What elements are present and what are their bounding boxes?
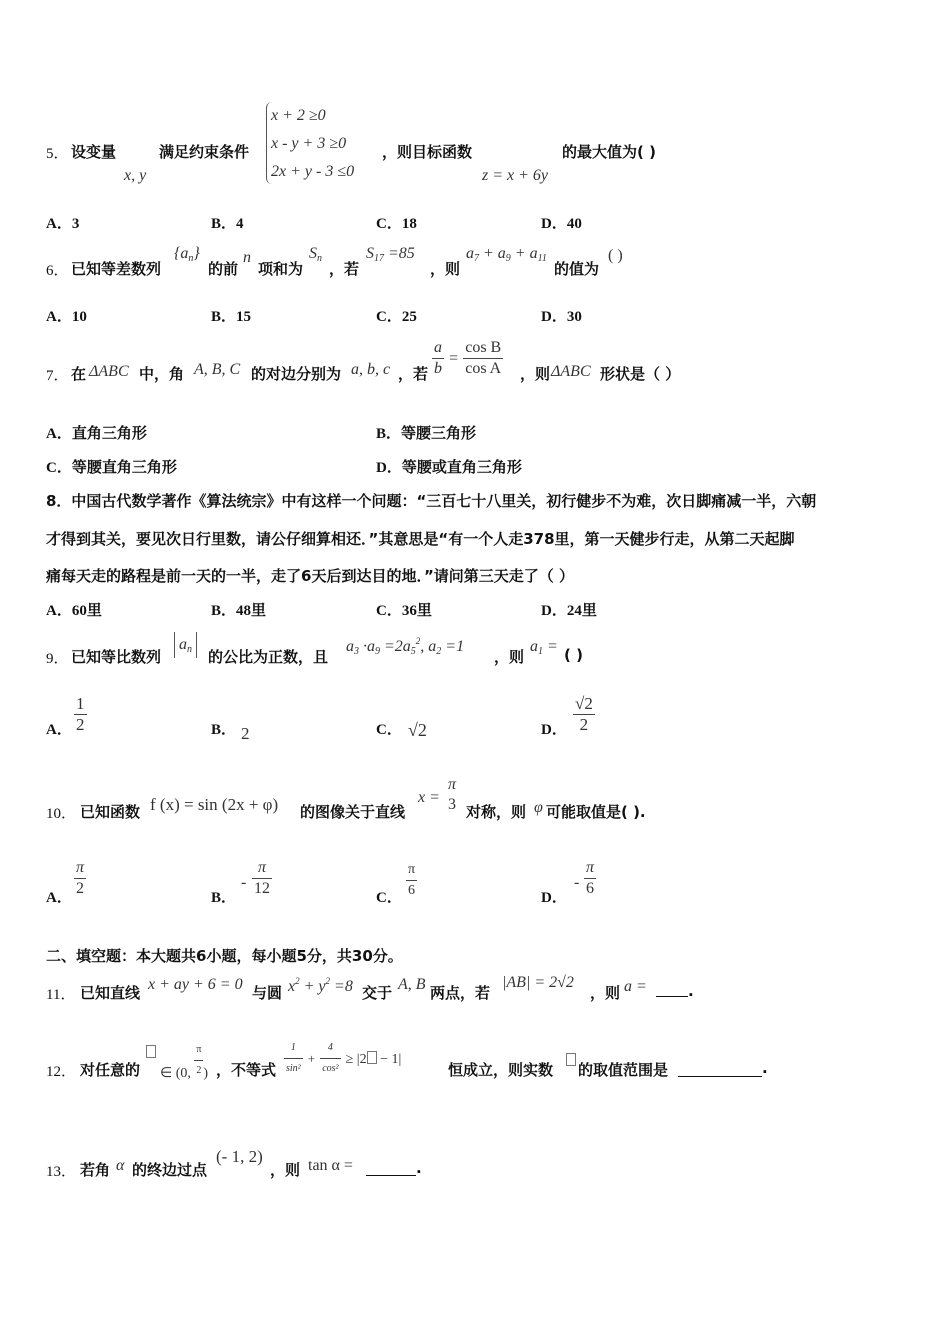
question-text: 对任意的 (80, 1061, 141, 1079)
question-text: 恒成立，则实数 (448, 1061, 554, 1079)
question-text: ，则 (494, 648, 525, 666)
question-text: 的图像关于直线 (300, 803, 406, 821)
question-number: 10． (46, 806, 77, 822)
question-text: ，若 (398, 365, 429, 383)
question-number: 12． (46, 1064, 77, 1080)
option-b-value[interactable]: 2 (241, 724, 250, 743)
question-text: ，若 (329, 260, 360, 278)
triangle: ΔABC (89, 363, 129, 380)
math-vars: x, y (124, 167, 147, 184)
constraint-2: x - y + 3 ≥0 (271, 135, 347, 152)
option-b[interactable]: B．4 (211, 216, 244, 232)
question-text: 的前 (208, 260, 239, 278)
option-b[interactable]: B．等腰三角形 (376, 426, 477, 442)
option-a[interactable]: A．60里 (46, 603, 102, 619)
question-text: 中，角 (139, 365, 185, 383)
option-d-label[interactable]: D． (541, 890, 567, 906)
options-row (46, 858, 906, 908)
option-d-value[interactable]: $\frac{\pi}{6}$ (586, 859, 595, 897)
phi: φ (534, 799, 543, 816)
option-b-label[interactable]: B． (211, 890, 237, 906)
a1: $a_1$ = (530, 638, 558, 657)
question-number: 11． (46, 987, 76, 1003)
options-row (46, 692, 906, 752)
question-text: 设变量 (71, 143, 117, 161)
constraint-system (266, 102, 381, 184)
objective-function: z = x + 6y (482, 167, 549, 184)
option-b-value[interactable]: $\frac{\pi}{12}$ (254, 859, 270, 897)
question-number: 5． (46, 146, 69, 162)
answer-blank[interactable] (656, 996, 688, 997)
option-d-label[interactable]: D． (541, 722, 567, 738)
condition: $a_3 \cdot a_9 =2a_5^2$, $a_2 =1$ (346, 636, 465, 657)
option-b-label[interactable]: B． (211, 722, 237, 738)
option-c[interactable]: C．等腰直角三角形 (46, 460, 177, 476)
answer-paren: ( ) (564, 646, 583, 664)
question-text: 已知等比数列 (71, 648, 162, 666)
option-b[interactable]: B．48里 (211, 603, 267, 619)
question-number: 9． (46, 651, 69, 667)
answer-paren: ( ) (608, 247, 623, 264)
option-a-value[interactable]: $\frac{\pi}{2}$ (76, 859, 85, 897)
question-6 (46, 245, 906, 285)
points: A, B (398, 976, 426, 993)
question-12 (46, 1030, 906, 1080)
constraint-3: 2x + y - 3 ≤0 (271, 163, 355, 180)
question-7 (46, 338, 906, 388)
section-heading: 二、填空题：本大题共6小题，每小题5分，共30分。 (46, 947, 403, 965)
unknown-a: a = (624, 978, 647, 995)
tan-alpha: tan α = (308, 1157, 353, 1174)
question-8-line-1: 8．中国古代数学著作《算法统宗》中有这样一个问题：“三百七十八里关，初行健步不为难，次日脚痛减一半，六朝 (46, 492, 817, 510)
missing-glyph-box (566, 1050, 576, 1069)
option-a-label[interactable]: A． (46, 890, 72, 906)
line-value: π 3 (448, 776, 457, 813)
option-c-value[interactable]: √2 (408, 720, 427, 740)
constraint-1: x + 2 ≥0 (271, 107, 326, 124)
question-text: 若角 (80, 1161, 111, 1179)
option-c[interactable]: C．25 (376, 309, 417, 325)
question-text: 的终边过点 (132, 1161, 208, 1179)
question-text: ，则 (430, 260, 461, 278)
question-number: 13． (46, 1164, 77, 1180)
option-b[interactable]: B．15 (211, 309, 252, 325)
question-number: 7． (46, 368, 69, 384)
triangle: ΔABC (551, 363, 591, 380)
point: (- 1, 2) (216, 1147, 263, 1166)
chord-length: |AB| = 2√2 (502, 974, 574, 991)
option-a-value[interactable]: $\frac{1}{2}$ (76, 694, 85, 734)
option-d[interactable]: D．30 (541, 309, 582, 325)
expression: $a_7 + a_9 + a_{11}$ (466, 245, 547, 264)
answer-blank[interactable] (678, 1076, 762, 1077)
question-text: 已知函数 (80, 803, 141, 821)
missing-glyph-box (146, 1042, 156, 1061)
alpha: α (116, 1157, 125, 1174)
option-a[interactable]: A．3 (46, 216, 80, 232)
question-text: 项和为 (258, 260, 304, 278)
question-13 (46, 1145, 906, 1179)
question-5 (46, 100, 906, 195)
condition: $S_{17} =85$ (366, 245, 415, 264)
answer-blank[interactable] (366, 1175, 416, 1176)
question-text: ，则 (270, 1161, 301, 1179)
line-eq: x = (418, 789, 440, 806)
inequality: $\frac{1}{\text{sin²}}$ + $\frac{4}{\text{cos²}}$ ≥ |2 − 1| (284, 1038, 401, 1079)
line-equation: x + ay + 6 = 0 (148, 976, 243, 993)
question-text: . (762, 1059, 768, 1077)
question-text: 两点，若 (430, 984, 491, 1002)
option-a-label[interactable]: A． (46, 722, 72, 738)
option-d[interactable]: D．等腰或直角三角形 (376, 460, 522, 476)
function: f (x) = sin (2x + φ) (150, 795, 279, 814)
question-text: 交于 (362, 984, 393, 1002)
math-n: n (243, 249, 251, 266)
question-text: . (688, 982, 694, 1000)
question-text: 形状是（ ） (600, 365, 681, 383)
option-c[interactable]: C．18 (376, 216, 417, 232)
question-text: ，则 (590, 984, 621, 1002)
option-c[interactable]: C．36里 (376, 603, 432, 619)
option-c-label[interactable]: C． (376, 722, 402, 738)
sequence: $\{a_n\}$ (174, 245, 200, 264)
question-text: 的值为 (554, 260, 600, 278)
circle-equation: $x^2 + y^2 =8$ (288, 976, 353, 995)
option-c-label[interactable]: C． (376, 890, 402, 906)
option-d-sign: - (574, 874, 580, 891)
option-a[interactable]: A．直角三角形 (46, 426, 147, 442)
question-text: 的公比为正数，且 (208, 648, 329, 666)
option-d[interactable]: D．40 (541, 216, 582, 232)
question-text: 已知直线 (80, 984, 141, 1002)
question-text: 的对边分别为 (251, 365, 342, 383)
sequence: $a_n$ (174, 632, 197, 658)
question-text: 可能取值是( ). (546, 803, 646, 821)
sum-sn: $S_n$ (309, 245, 322, 264)
sides: a, b, c (351, 361, 391, 378)
option-d-value[interactable]: $\frac{√2}{2}$ (575, 694, 593, 734)
equation: $\frac{a}{b}$ = $\frac{\text{cos B}}{\text{cos A}}$ (434, 339, 502, 377)
domain: ∈ (0, $\frac{\pi}{2}$ ) (160, 1040, 208, 1082)
question-text: ，不等式 (216, 1061, 277, 1079)
question-9 (46, 630, 906, 670)
question-text: 已知等差数列 (71, 260, 162, 278)
question-text: ，则目标函数 (382, 143, 473, 161)
question-text: 的最大值为( ) (562, 143, 656, 161)
option-b-sign: - (241, 874, 247, 891)
question-text: 在 (71, 365, 87, 383)
option-c-value[interactable]: $\frac{\pi}{6}$ (408, 862, 416, 898)
option-d[interactable]: D．24里 (541, 603, 597, 619)
question-text: . (416, 1159, 422, 1177)
question-11 (46, 972, 906, 1006)
question-text: 与圆 (252, 984, 283, 1002)
question-text: 对称，则 (466, 803, 527, 821)
question-8-line-3: 痛每天走的路程是前一天的一半，走了6天后到达目的地．”请问第三天走了（ ） (46, 567, 575, 585)
question-10 (46, 775, 906, 825)
option-a[interactable]: A．10 (46, 309, 87, 325)
question-text: ，则 (520, 365, 551, 383)
question-number: 6． (46, 263, 69, 279)
question-text: 的取值范围是 (578, 1061, 669, 1079)
question-8-line-2: 才得到其关，要见次日行里数，请公仔细算相还．”其意思是“有一个人走378里，第一天健步行走，从第二天起脚 (46, 530, 795, 548)
angles: A, B, C (194, 361, 241, 378)
question-text: 满足约束条件 (159, 143, 250, 161)
